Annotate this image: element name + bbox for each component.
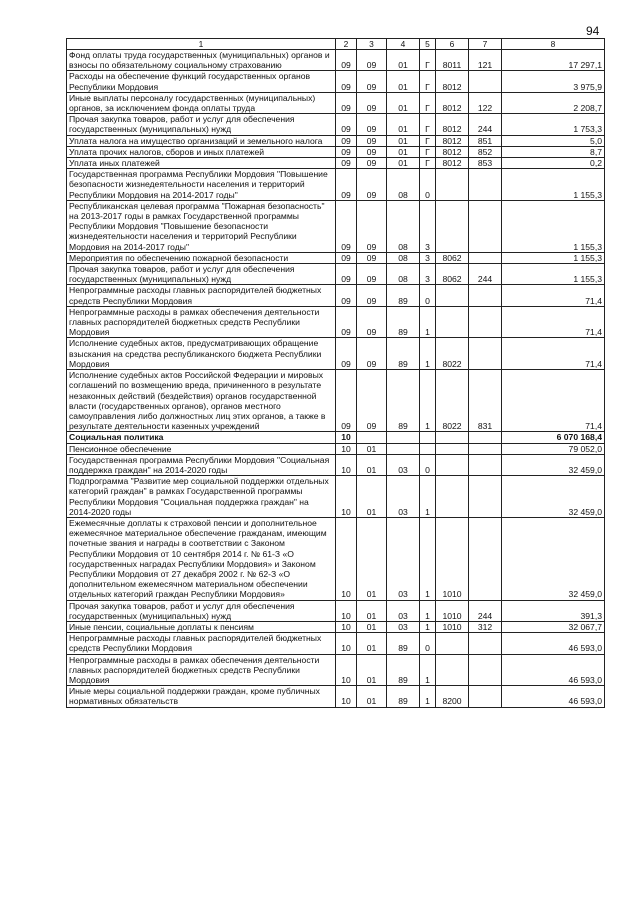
row-expense-type: 122 bbox=[469, 92, 502, 113]
row-subprogram: 1 bbox=[420, 476, 436, 518]
table-row bbox=[67, 654, 605, 686]
row-amount: 17 297,1 bbox=[502, 50, 605, 71]
row-program: 01 bbox=[387, 92, 420, 113]
row-subprogram: 1 bbox=[420, 654, 436, 686]
row-target-article bbox=[436, 454, 469, 475]
row-target-article bbox=[436, 654, 469, 686]
row-amount: 32 459,0 bbox=[502, 476, 605, 518]
row-subsection: 01 bbox=[357, 621, 387, 632]
row-subprogram bbox=[420, 432, 436, 443]
row-expense-type bbox=[469, 686, 502, 707]
row-subsection: 09 bbox=[357, 135, 387, 146]
row-subsection: 09 bbox=[357, 158, 387, 169]
table-header-row bbox=[67, 39, 605, 50]
row-program: 01 bbox=[387, 158, 420, 169]
table-row bbox=[67, 114, 605, 135]
table-row bbox=[67, 306, 605, 338]
row-expense-type bbox=[469, 476, 502, 518]
row-program: 01 bbox=[387, 135, 420, 146]
row-program: 03 bbox=[387, 454, 420, 475]
row-program: 01 bbox=[387, 114, 420, 135]
row-subprogram: 1 bbox=[420, 600, 436, 621]
row-target-article bbox=[436, 306, 469, 338]
row-program bbox=[387, 432, 420, 443]
row-name: Подпрограмма "Развитие мер социальной поддержки отдельных категорий граждан" в рамках Государственной программы Республики Мордовия "Социальная поддержка граждан" на 2014-2020 годы bbox=[67, 476, 336, 518]
row-section: 09 bbox=[336, 252, 357, 263]
row-subprogram: 1 bbox=[420, 517, 436, 600]
row-section: 09 bbox=[336, 135, 357, 146]
row-subsection: 09 bbox=[357, 370, 387, 432]
row-amount: 71,4 bbox=[502, 338, 605, 370]
row-subsection: 09 bbox=[357, 338, 387, 370]
row-target-article: 8012 bbox=[436, 158, 469, 169]
row-expense-type bbox=[469, 285, 502, 306]
row-subprogram: Г bbox=[420, 146, 436, 157]
row-subsection: 01 bbox=[357, 454, 387, 475]
row-subsection: 09 bbox=[357, 71, 387, 92]
table-body bbox=[67, 50, 605, 708]
row-section: 09 bbox=[336, 306, 357, 338]
row-section: 09 bbox=[336, 114, 357, 135]
row-target-article: 1010 bbox=[436, 621, 469, 632]
row-name: Фонд оплаты труда государственных (муниципальных) органов и взносы по обязательному социальному страхованию bbox=[67, 50, 336, 71]
row-expense-type: 851 bbox=[469, 135, 502, 146]
row-name: Иные меры социальной поддержки граждан, кроме публичных нормативных обязательств bbox=[67, 686, 336, 707]
row-subprogram: Г bbox=[420, 114, 436, 135]
row-amount: 71,4 bbox=[502, 306, 605, 338]
row-expense-type: 853 bbox=[469, 158, 502, 169]
row-expense-type: 121 bbox=[469, 50, 502, 71]
row-target-article: 8022 bbox=[436, 370, 469, 432]
row-target-article bbox=[436, 443, 469, 454]
row-expense-type bbox=[469, 633, 502, 654]
row-amount: 1 155,3 bbox=[502, 200, 605, 252]
row-target-article: 8200 bbox=[436, 686, 469, 707]
table-row bbox=[67, 264, 605, 285]
row-program: 08 bbox=[387, 169, 420, 201]
header-col-6: 6 bbox=[436, 39, 469, 50]
row-expense-type: 312 bbox=[469, 621, 502, 632]
row-expense-type: 244 bbox=[469, 264, 502, 285]
row-subprogram: Г bbox=[420, 92, 436, 113]
row-name: Ежемесячные доплаты к страховой пенсии и дополнительное ежемесячное материальное обеспечение гражданам, имеющим почетные звания и награды в соответствии с Законом Республики Мордовия от 10 сентября 2014 г. № 61-З «О государственных наградах Республики Мордовия» и Законом Республики Мордовия от 27 декабря 2002 г. № 62-З «О дополнительном ежемесячном материальном обеспечении отдельных категорий граждан Республики Мордовия» bbox=[67, 517, 336, 600]
row-target-article: 8012 bbox=[436, 114, 469, 135]
page-number: 94 bbox=[586, 24, 600, 38]
row-program: 89 bbox=[387, 338, 420, 370]
table-row bbox=[67, 633, 605, 654]
row-subsection: 09 bbox=[357, 252, 387, 263]
row-target-article: 8012 bbox=[436, 71, 469, 92]
row-section: 09 bbox=[336, 50, 357, 71]
row-program: 08 bbox=[387, 264, 420, 285]
row-expense-type bbox=[469, 517, 502, 600]
row-target-article: 1010 bbox=[436, 517, 469, 600]
row-target-article bbox=[436, 432, 469, 443]
row-amount: 71,4 bbox=[502, 285, 605, 306]
row-section: 10 bbox=[336, 454, 357, 475]
row-name: Прочая закупка товаров, работ и услуг для обеспечения государственных (муниципальных) нужд bbox=[67, 600, 336, 621]
row-section: 10 bbox=[336, 654, 357, 686]
table-row bbox=[67, 135, 605, 146]
row-name: Исполнение судебных актов Российской Федерации и мировых соглашений по возмещению вреда, причиненного в результате незаконных действий (бездействия) органов государственной власти (государственных органов), органов местного самоуправления либо должностных лиц этих органов, а также в результате деятельности казенных учреждений bbox=[67, 370, 336, 432]
row-subsection: 09 bbox=[357, 50, 387, 71]
row-section: 10 bbox=[336, 517, 357, 600]
row-subsection: 09 bbox=[357, 92, 387, 113]
row-name: Непрограммные расходы главных распорядителей бюджетных средств Республики Мордовия bbox=[67, 285, 336, 306]
row-subprogram: 3 bbox=[420, 252, 436, 263]
row-subsection: 01 bbox=[357, 517, 387, 600]
row-target-article: 8062 bbox=[436, 264, 469, 285]
row-section: 09 bbox=[336, 200, 357, 252]
header-col-8: 8 bbox=[502, 39, 605, 50]
row-target-article: 8062 bbox=[436, 252, 469, 263]
row-section: 10 bbox=[336, 621, 357, 632]
row-subprogram: 1 bbox=[420, 686, 436, 707]
row-amount: 1 155,3 bbox=[502, 252, 605, 263]
row-subprogram: 1 bbox=[420, 306, 436, 338]
row-target-article: 1010 bbox=[436, 600, 469, 621]
row-program: 89 bbox=[387, 633, 420, 654]
row-subprogram: 0 bbox=[420, 285, 436, 306]
row-amount: 32 459,0 bbox=[502, 517, 605, 600]
row-subsection: 09 bbox=[357, 169, 387, 201]
row-program: 01 bbox=[387, 71, 420, 92]
row-name: Мероприятия по обеспечению пожарной безопасности bbox=[67, 252, 336, 263]
table-row bbox=[67, 432, 605, 443]
row-expense-type: 244 bbox=[469, 600, 502, 621]
row-expense-type: 244 bbox=[469, 114, 502, 135]
row-subprogram: Г bbox=[420, 135, 436, 146]
row-section: 09 bbox=[336, 146, 357, 157]
row-section: 10 bbox=[336, 633, 357, 654]
table-row bbox=[67, 71, 605, 92]
row-name: Непрограммные расходы в рамках обеспечения деятельности главных распорядителей бюджетных средств Республики Мордовия bbox=[67, 654, 336, 686]
row-name: Исполнение судебных актов, предусматривающих обращение взыскания на средства республиканского бюджета Республики Мордовия bbox=[67, 338, 336, 370]
row-subprogram: 3 bbox=[420, 264, 436, 285]
row-expense-type bbox=[469, 71, 502, 92]
header-col-1: 1 bbox=[67, 39, 336, 50]
row-name: Уплата прочих налогов, сборов и иных платежей bbox=[67, 146, 336, 157]
row-subsection: 09 bbox=[357, 285, 387, 306]
row-amount: 46 593,0 bbox=[502, 633, 605, 654]
row-expense-type bbox=[469, 252, 502, 263]
row-amount: 32 459,0 bbox=[502, 454, 605, 475]
row-expense-type bbox=[469, 432, 502, 443]
row-subprogram: 0 bbox=[420, 633, 436, 654]
row-name: Непрограммные расходы главных распорядителей бюджетных средств Республики Мордовия bbox=[67, 633, 336, 654]
row-amount: 46 593,0 bbox=[502, 686, 605, 707]
table-row bbox=[67, 50, 605, 71]
row-expense-type bbox=[469, 169, 502, 201]
row-subprogram: 1 bbox=[420, 621, 436, 632]
row-expense-type bbox=[469, 454, 502, 475]
row-name: Иные пенсии, социальные доплаты к пенсиям bbox=[67, 621, 336, 632]
table-row bbox=[67, 252, 605, 263]
row-subprogram: 1 bbox=[420, 370, 436, 432]
row-expense-type bbox=[469, 654, 502, 686]
table-row bbox=[67, 200, 605, 252]
row-program: 03 bbox=[387, 600, 420, 621]
row-section: 09 bbox=[336, 158, 357, 169]
row-program: 89 bbox=[387, 654, 420, 686]
table-row bbox=[67, 517, 605, 600]
row-program: 03 bbox=[387, 476, 420, 518]
table-row bbox=[67, 285, 605, 306]
row-target-article: 8012 bbox=[436, 92, 469, 113]
row-program: 03 bbox=[387, 621, 420, 632]
row-amount: 3 975,9 bbox=[502, 71, 605, 92]
table-row bbox=[67, 338, 605, 370]
row-section: 09 bbox=[336, 92, 357, 113]
row-subprogram: 0 bbox=[420, 454, 436, 475]
row-subprogram: Г bbox=[420, 50, 436, 71]
row-program: 89 bbox=[387, 306, 420, 338]
header-col-2: 2 bbox=[336, 39, 357, 50]
row-subprogram: 3 bbox=[420, 200, 436, 252]
row-subsection: 09 bbox=[357, 200, 387, 252]
row-amount: 32 067,7 bbox=[502, 621, 605, 632]
row-section: 10 bbox=[336, 686, 357, 707]
row-target-article bbox=[436, 169, 469, 201]
table-row bbox=[67, 146, 605, 157]
row-amount: 6 070 168,4 bbox=[502, 432, 605, 443]
row-target-article: 8012 bbox=[436, 135, 469, 146]
row-name: Уплата налога на имущество организаций и земельного налога bbox=[67, 135, 336, 146]
row-subsection: 01 bbox=[357, 443, 387, 454]
row-section: 09 bbox=[336, 285, 357, 306]
table-row bbox=[67, 158, 605, 169]
row-subsection: 09 bbox=[357, 146, 387, 157]
row-section: 10 bbox=[336, 443, 357, 454]
row-section: 10 bbox=[336, 432, 357, 443]
row-amount: 1 155,3 bbox=[502, 169, 605, 201]
row-expense-type bbox=[469, 443, 502, 454]
row-section: 09 bbox=[336, 71, 357, 92]
row-subprogram bbox=[420, 443, 436, 454]
row-section: 09 bbox=[336, 169, 357, 201]
row-name: Прочая закупка товаров, работ и услуг для обеспечения государственных (муниципальных) нужд bbox=[67, 264, 336, 285]
row-program bbox=[387, 443, 420, 454]
row-expense-type bbox=[469, 338, 502, 370]
row-expense-type bbox=[469, 306, 502, 338]
row-amount: 46 593,0 bbox=[502, 654, 605, 686]
row-target-article bbox=[436, 285, 469, 306]
row-section: 09 bbox=[336, 338, 357, 370]
row-subsection: 09 bbox=[357, 114, 387, 135]
row-section: 09 bbox=[336, 264, 357, 285]
row-name: Пенсионное обеспечение bbox=[67, 443, 336, 454]
row-name: Государственная программа Республики Мордовия "Социальная поддержка граждан" на 2014-2020 годы bbox=[67, 454, 336, 475]
row-target-article bbox=[436, 633, 469, 654]
row-amount: 1 155,3 bbox=[502, 264, 605, 285]
row-program: 08 bbox=[387, 252, 420, 263]
row-expense-type bbox=[469, 200, 502, 252]
row-name: Расходы на обеспечение функций государственных органов Республики Мордовия bbox=[67, 71, 336, 92]
row-target-article bbox=[436, 200, 469, 252]
table-row bbox=[67, 476, 605, 518]
row-name: Республиканская целевая программа "Пожарная безопасность" на 2013-2017 годы в рамках Государственной программы Республики Мордовия "Повышение безопасности жизнедеятельности населения и территорий Республики Мордовия на 2014-2017 годы" bbox=[67, 200, 336, 252]
row-amount: 391,3 bbox=[502, 600, 605, 621]
row-name: Социальная политика bbox=[67, 432, 336, 443]
row-program: 08 bbox=[387, 200, 420, 252]
table-row bbox=[67, 600, 605, 621]
header-col-7: 7 bbox=[469, 39, 502, 50]
row-subprogram: Г bbox=[420, 71, 436, 92]
row-program: 89 bbox=[387, 285, 420, 306]
row-subsection: 09 bbox=[357, 264, 387, 285]
row-amount: 71,4 bbox=[502, 370, 605, 432]
row-subsection: 01 bbox=[357, 476, 387, 518]
row-name: Уплата иных платежей bbox=[67, 158, 336, 169]
row-section: 10 bbox=[336, 476, 357, 518]
row-subsection: 01 bbox=[357, 686, 387, 707]
row-target-article bbox=[436, 476, 469, 518]
row-program: 01 bbox=[387, 50, 420, 71]
row-subprogram: 0 bbox=[420, 169, 436, 201]
budget-table bbox=[66, 38, 605, 708]
row-name: Государственная программа Республики Мордовия "Повышение безопасности жизнедеятельности населения и территорий Республики Мордовия на 2014-2017 годы" bbox=[67, 169, 336, 201]
row-subsection: 09 bbox=[357, 306, 387, 338]
row-program: 89 bbox=[387, 686, 420, 707]
row-program: 89 bbox=[387, 370, 420, 432]
row-program: 03 bbox=[387, 517, 420, 600]
header-col-4: 4 bbox=[387, 39, 420, 50]
row-name: Иные выплаты персоналу государственных (муниципальных) органов, за исключением фонда оплаты труда bbox=[67, 92, 336, 113]
row-expense-type: 831 bbox=[469, 370, 502, 432]
table-row bbox=[67, 92, 605, 113]
header-col-5: 5 bbox=[420, 39, 436, 50]
row-program: 01 bbox=[387, 146, 420, 157]
row-subsection: 01 bbox=[357, 633, 387, 654]
row-expense-type: 852 bbox=[469, 146, 502, 157]
table-row bbox=[67, 686, 605, 707]
table-row bbox=[67, 169, 605, 201]
row-name: Непрограммные расходы в рамках обеспечения деятельности главных распорядителей бюджетных средств Республики Мордовия bbox=[67, 306, 336, 338]
row-amount: 1 753,3 bbox=[502, 114, 605, 135]
row-target-article: 8011 bbox=[436, 50, 469, 71]
row-amount: 79 052,0 bbox=[502, 443, 605, 454]
table-row bbox=[67, 454, 605, 475]
row-amount: 8,7 bbox=[502, 146, 605, 157]
row-amount: 0,2 bbox=[502, 158, 605, 169]
row-subprogram: Г bbox=[420, 158, 436, 169]
header-col-3: 3 bbox=[357, 39, 387, 50]
row-name: Прочая закупка товаров, работ и услуг для обеспечения государственных (муниципальных) нужд bbox=[67, 114, 336, 135]
row-subsection: 01 bbox=[357, 600, 387, 621]
row-target-article: 8022 bbox=[436, 338, 469, 370]
row-subsection bbox=[357, 432, 387, 443]
table-row bbox=[67, 370, 605, 432]
row-target-article: 8012 bbox=[436, 146, 469, 157]
table-row bbox=[67, 621, 605, 632]
row-subprogram: 1 bbox=[420, 338, 436, 370]
row-section: 09 bbox=[336, 370, 357, 432]
row-amount: 2 208,7 bbox=[502, 92, 605, 113]
table-row bbox=[67, 443, 605, 454]
row-subsection: 01 bbox=[357, 654, 387, 686]
row-amount: 5,0 bbox=[502, 135, 605, 146]
row-section: 10 bbox=[336, 600, 357, 621]
